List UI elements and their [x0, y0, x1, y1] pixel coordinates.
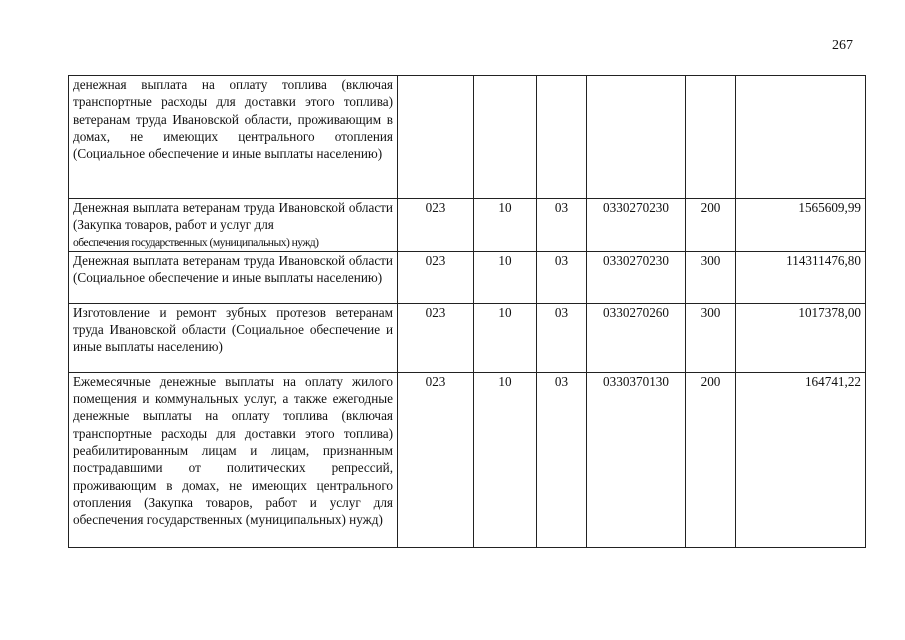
row-expense-type: 300 [686, 251, 736, 303]
row-target-article: 0330270260 [587, 303, 686, 372]
row-subsection-code: 03 [537, 199, 587, 252]
row-amount: 164741,22 [736, 372, 866, 547]
row-subsection-code: 03 [537, 251, 587, 303]
row-expense-type: 200 [686, 372, 736, 547]
table-row [69, 76, 866, 199]
row-description-continuation: обеспечения государственных (муниципальных) нужд) [73, 235, 319, 249]
row-subsection-code [537, 76, 587, 199]
row-target-article: 0330370130 [587, 372, 686, 547]
row-amount: 1017378,00 [736, 303, 866, 372]
row-expense-type: 300 [686, 303, 736, 372]
row-target-article [587, 76, 686, 199]
row-ministry-code [398, 76, 474, 199]
row-ministry-code: 023 [398, 199, 474, 252]
row-section-code [474, 76, 537, 199]
row-expense-type: 200 [686, 199, 736, 252]
table-row [69, 372, 866, 547]
row-amount: 114311476,80 [736, 251, 866, 303]
row-subsection-code: 03 [537, 372, 587, 547]
row-amount [736, 76, 866, 199]
table-row [69, 303, 866, 372]
row-ministry-code: 023 [398, 372, 474, 547]
row-description-main: Денежная выплата ветеранам труда Ивановской области (Закупка товаров, работ и услуг для [73, 200, 393, 233]
table-row [69, 199, 866, 252]
row-description: денежная выплата на оплату топлива (включая транспортные расходы для доставки этого топлива) ветеранам труда Ивановской области, проживающим в домах, не имеющих центрального отопления (Социальное обеспечение и иные выплаты населению) [69, 76, 398, 199]
row-section-code: 10 [474, 303, 537, 372]
row-ministry-code: 023 [398, 303, 474, 372]
row-section-code: 10 [474, 372, 537, 547]
row-subsection-code: 03 [537, 303, 587, 372]
row-amount: 1565609,99 [736, 199, 866, 252]
row-section-code: 10 [474, 251, 537, 303]
row-expense-type [686, 76, 736, 199]
page-number: 267 [832, 38, 853, 53]
row-description [69, 199, 398, 252]
row-section-code: 10 [474, 199, 537, 252]
budget-table [68, 75, 866, 548]
row-description: Денежная выплата ветеранам труда Ивановской области (Социальное обеспечение и иные выплаты населению) [69, 251, 398, 303]
row-description: Изготовление и ремонт зубных протезов ветеранам труда Ивановской области (Социальное обеспечение и иные выплаты населению) [69, 303, 398, 372]
row-target-article: 0330270230 [587, 199, 686, 252]
row-target-article: 0330270230 [587, 251, 686, 303]
row-description: Ежемесячные денежные выплаты на оплату жилого помещения и коммунальных услуг, а также ежегодные денежные выплаты на оплату топлива (включая транспортные расходы для доставки этого топлива) реабилитированным лицам и лицам, признанным пострадавшими от политических репрессий, проживающим в домах, не имеющих центрального отопления (Закупка товаров, работ и услуг для обеспечения государственных (муниципальных) нужд) [69, 372, 398, 547]
row-ministry-code: 023 [398, 251, 474, 303]
table-row [69, 251, 866, 303]
